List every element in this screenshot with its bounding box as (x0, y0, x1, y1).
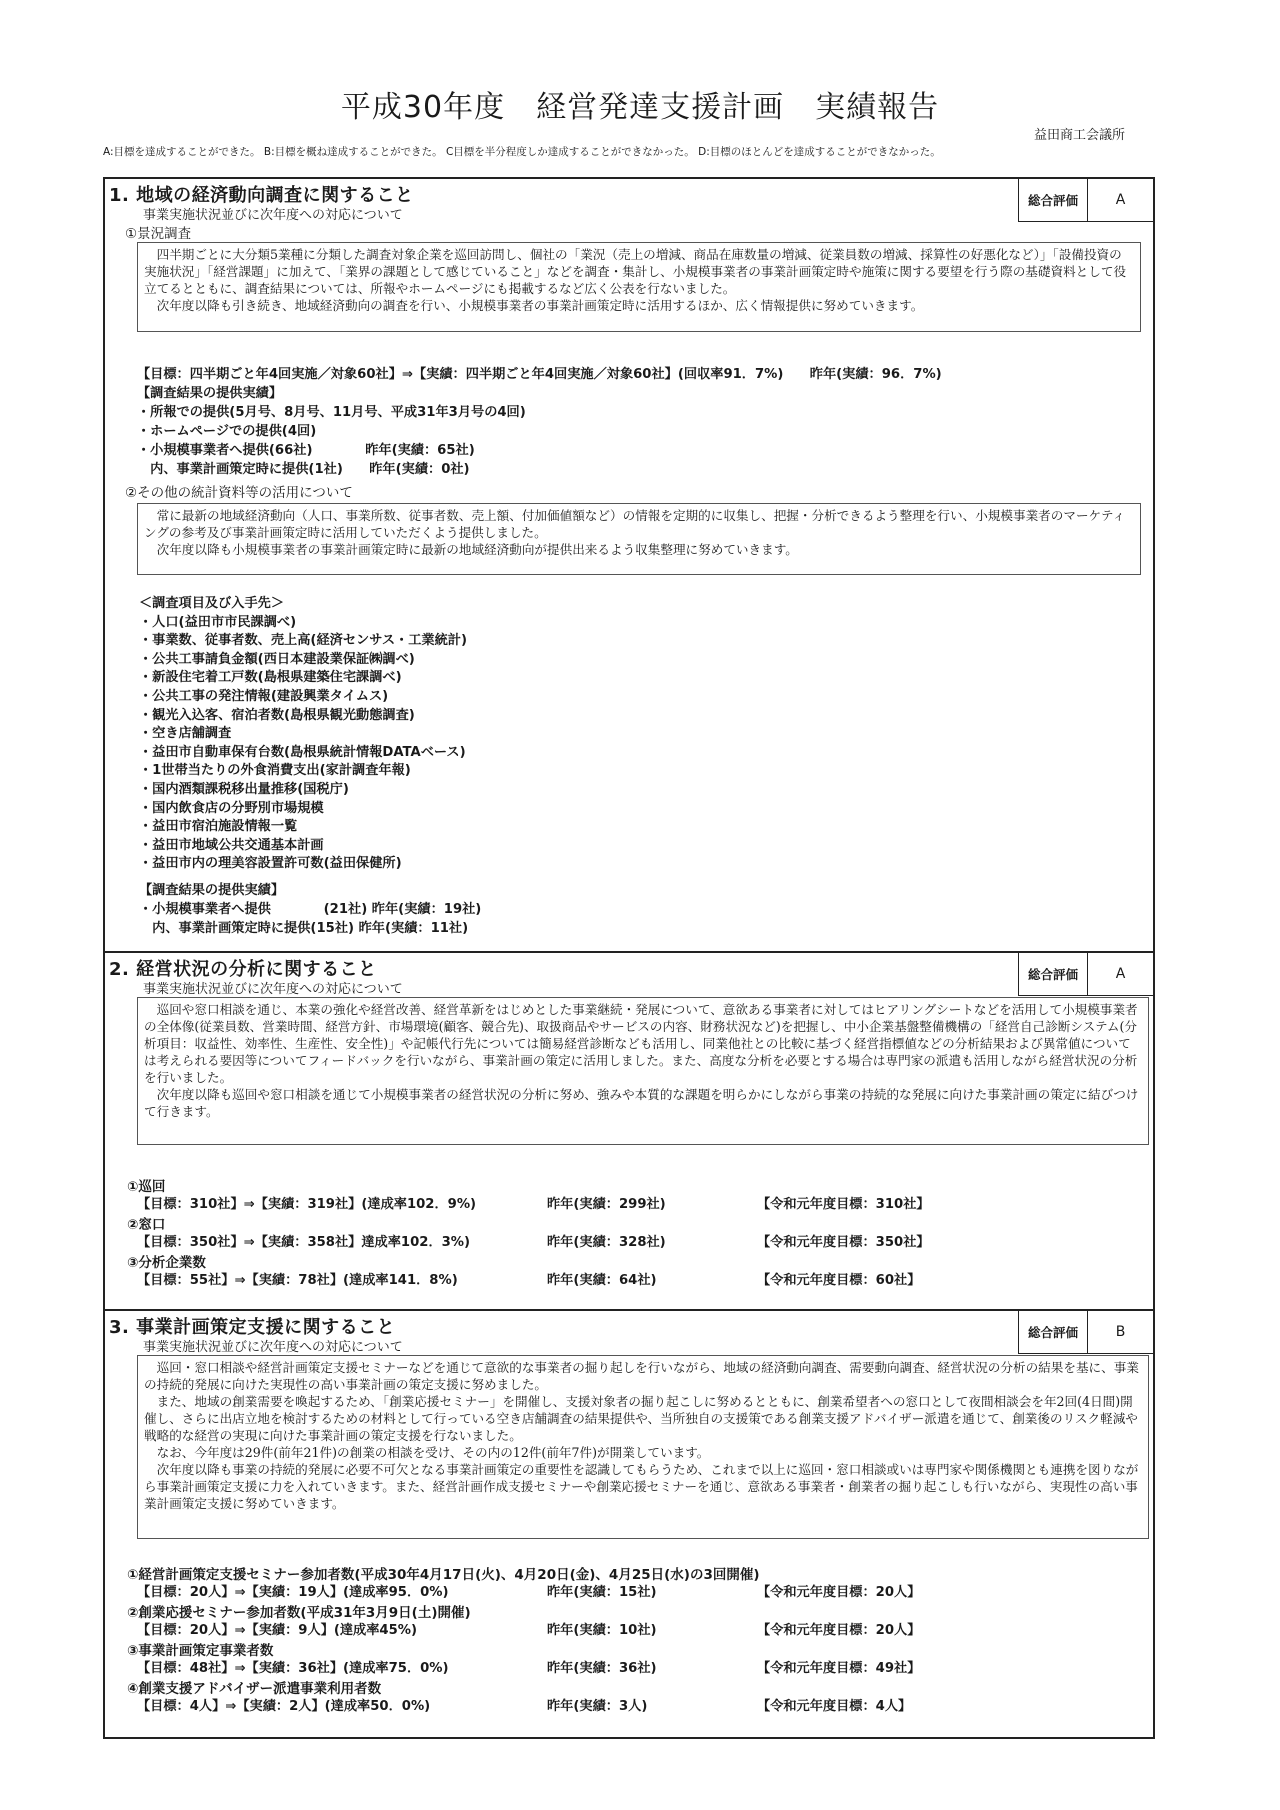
organization-name: 益田商工会議所 (1034, 128, 1126, 143)
rating-legend: A:目標を達成することができた。 B:目標を概ね達成することができた。 C目標を半分程度しか達成することができなかった。 D:目標のほとんどを達成することができなかった。 (103, 146, 941, 158)
previous-year: 昨年(実績：299社) (547, 1197, 666, 1212)
target-result: 【目標：20人】⇒【実績：19人】(達成率95．0%) (137, 1585, 449, 1600)
result-line: ・所報での提供(5月号、8月号、11月号、平成31年3月号の4回) (137, 405, 526, 420)
list-item: ・観光入込客、宿泊者数(島根県観光動態調査) (139, 707, 415, 723)
paragraph: 巡回・窓口相談や経営計画策定支援セミナーなどを通じて意欲的な事業者の掘り起しを行いながら、地域の経済動向調査、需要動向調査、経営状況の分析の結果を基に、事業の持続的発展に向けた実現性の高い事業計画の策定支援に努めました。 (144, 1360, 1139, 1392)
list-item: ・益田市自動車保有台数(島根県統計情報DATAベース) (139, 744, 466, 760)
rating-value: A (1115, 966, 1126, 982)
next-year-target: 【令和元年度目標：20人】 (757, 1623, 921, 1638)
previous-year: 昨年(実績：10社) (547, 1623, 657, 1638)
target-result: 【目標：310社】⇒【実績：319社】(達成率102．9%) (137, 1197, 477, 1212)
section-subheading: 事業実施状況並びに次年度への対応について (143, 208, 403, 223)
results-list (137, 365, 942, 479)
list-item: ・公共工事請負金額(西日本建設業保証㈱調べ) (139, 651, 415, 667)
result-line: ・小規模事業者へ提供(66社) 昨年(実績：65社) (137, 443, 475, 458)
list-item: ・益田市内の理美容設置許可数(益田保健所) (139, 856, 402, 872)
section-business-analysis (105, 953, 1153, 1311)
overall-rating (1018, 953, 1153, 996)
provision-results (139, 881, 481, 938)
paragraph: また、地域の創業需要を喚起するため、「創業応援セミナー」を開催し、支援対象者の掘り起こしに努めるとともに、創業希望者への窓口として夜間相談会を年2回(4日間)開催し、さらに出店立地を検討するための材料として行っている空き店舗調査の結果提供や、当所独自の支援策である創業支援アドバイザー派遣を通じて、創業後のリスク軽減や戦略的な経営の実現に向けた事業計画の策定支援を行ないました。 (144, 1394, 1138, 1443)
list-item: ・空き店舗調査 (139, 726, 232, 742)
next-year-target: 【令和元年度目標：20人】 (757, 1585, 921, 1600)
paragraph: 巡回や窓口相談を通じ、本業の強化や経営改善、経営革新をはじめとした事業継続・発展について、意欲ある事業者に対してはヒアリングシートなどを活用して小規模事業者の全体像(従業員数、営業時間、経営方針、市場環境(顧客、競合先)、取扱商品やサービスの内容、財務状況など)を把握し、中小企業基盤整備機構の「経営自己診断システム(分析項目：収益性、効率性、生産性、安全性)」や記帳代行先については簡易経営診断なども活用し、同業他社との比較に基づく経営指標値などの分析結果および異常値については考えられる要因等についてフィードバックを行いながら、事業計画の策定に活用しました。また、高度な分析を必要とする場合は専門家の派遣も活用しながら経営状況の分析を行いました。 (144, 1002, 1138, 1085)
previous-year: 昨年(実績：15社) (547, 1585, 657, 1600)
section-economic-survey (105, 179, 1153, 953)
paragraph: 常に最新の地域経済動向（人口、事業所数、従事者数、売上額、付加価値額など）の情報を定期的に収集し、把握・分析できるよう整理を行い、小規模事業者のマーケティングの参考及び事業計画策定時に活用していただくよう提供しました。 (144, 508, 1126, 540)
survey-items-list (139, 595, 467, 874)
description-box (137, 503, 1141, 575)
next-year-target: 【令和元年度目標：4人】 (757, 1699, 912, 1714)
list-item: ＜調査項目及び入手先＞ (139, 596, 285, 611)
result-line: 内、事業計画策定時に提供(1社) 昨年(実績：0社) (137, 462, 470, 477)
list-item: ・1世帯当たりの外食消費支出(家計調査年報) (139, 763, 411, 779)
result-line: 【調査結果の提供実績】 (139, 883, 285, 898)
next-year-target: 【令和元年度目標：60社】 (757, 1273, 921, 1288)
item-title: ②創業応援セミナー参加者数(平成31年3月9日(土)開催) (127, 1605, 471, 1621)
list-item: ・益田市宿泊施設情報一覧 (139, 819, 298, 835)
section-heading: 2. 経営状況の分析に関すること (109, 959, 377, 980)
list-item: ・国内飲食店の分野別市場規模 (139, 800, 324, 816)
result-line: ・ホームページでの提供(4回) (137, 424, 317, 439)
item-title: ①景況調査 (125, 226, 192, 242)
page-title: 平成30年度 経営発達支援計画 実績報告 (340, 90, 940, 125)
item-title: ④創業支援アドバイザー派遣事業利用者数 (127, 1681, 382, 1697)
result-line: 内、事業計画策定時に提供(15社) 昨年(実績：11社) (139, 921, 469, 936)
target-result: 【目標：20人】⇒【実績：9人】(達成率45%) (137, 1623, 418, 1638)
report-frame (103, 177, 1155, 1739)
target-result: 【目標：55社】⇒【実績：78社】(達成率141．8%) (137, 1273, 458, 1288)
list-item: ・国内酒類課税移出量推移(国税庁) (139, 781, 349, 797)
previous-year: 昨年(実績：328社) (547, 1235, 666, 1250)
rating-label: 総合評価 (1019, 1311, 1088, 1353)
list-item: ・新設住宅着工戸数(島根県建築住宅課調べ) (139, 670, 402, 686)
item-title: ③事業計画策定事業者数 (127, 1643, 274, 1659)
description-box (137, 242, 1141, 332)
target-result: 【目標：48社】⇒【実績：36社】(達成率75．0%) (137, 1661, 449, 1676)
next-year-target: 【令和元年度目標：310社】 (757, 1197, 930, 1212)
target-result: 【目標：350社】⇒【実績：358社】達成率102．3%) (137, 1235, 471, 1250)
paragraph: なお、今年度は29件(前年21件)の創業の相談を受け、その内の12件(前年7件)が開業しています。 (156, 1445, 710, 1460)
previous-year: 昨年(実績：36社) (547, 1661, 657, 1676)
description-box (137, 1355, 1149, 1539)
rating-label: 総合評価 (1019, 179, 1088, 221)
item-title: ②窓口 (127, 1217, 166, 1233)
paragraph: 次年度以降も小規模事業者の事業計画策定時に最新の地域経済動向が提供出来るよう収集整理に努めていきます。 (156, 542, 798, 557)
section-subheading: 事業実施状況並びに次年度への対応について (143, 1340, 403, 1355)
section-heading: 1. 地域の経済動向調査に関すること (109, 185, 414, 206)
item-title: ①経営計画策定支援セミナー参加者数(平成30年4月17日(火)、4月20日(金)、4月25日(水)の3回開催) (127, 1567, 760, 1583)
paragraph: 次年度以降も引き続き、地域経済動向の調査を行い、小規模事業者の事業計画策定時に活用するほか、広く情報提供に努めていきます。 (156, 298, 924, 313)
previous-year: 昨年(実績：3人) (547, 1699, 648, 1714)
previous-year: 昨年(実績：64社) (547, 1273, 657, 1288)
description-box (137, 997, 1149, 1145)
list-item: ・公共工事の発注情報(建設興業タイムス) (139, 688, 389, 704)
result-line: ・小規模事業者へ提供 (21社) 昨年(実績：19社) (139, 902, 482, 917)
target-result: 【目標：4人】⇒【実績：2人】(達成率50．0%) (137, 1699, 431, 1714)
list-item: ・益田市地域公共交通基本計画 (139, 837, 324, 853)
next-year-target: 【令和元年度目標：49社】 (757, 1661, 921, 1676)
section-business-planning (105, 1311, 1153, 1737)
list-item: ・人口(益田市市民課調べ) (139, 614, 297, 630)
overall-rating (1018, 179, 1153, 222)
section-heading: 3. 事業計画策定支援に関すること (109, 1317, 396, 1338)
paragraph: 次年度以降も事業の持続的発展に必要不可欠となる事業計画策定の重要性を認識してもらうため、これまで以上に巡回・窓口相談或いは専門家や関係機関とも連携を図りながら事業計画策定支援に力を入れていきます。また、経営計画作成支援セミナーや創業応援セミナーを通じ、意欲ある事業者・創業者の掘り起こしも行いながら、実現性の高い事業計画策定支援に努めていきます。 (144, 1462, 1139, 1511)
paragraph: 四半期ごとに大分類5業種に分類した調査対象企業を巡回訪問し、個社の「業況（売上の増減、商品在庫数量の増減、従業員数の増減、採算性の好悪化など）」「設備投資の実施状況」「経営課題」に加えて、「業界の課題として感じていること」などを調査・集計し、小規模事業者の事業計画策定時や施策に関する要望を行う際の基礎資料として役立てるとともに、調査結果については、所報やホームページにも掲載するなど広く公表を行ないました。 (144, 247, 1127, 296)
overall-rating (1018, 1311, 1153, 1354)
rating-value: A (1115, 192, 1126, 208)
rating-value: B (1115, 1324, 1126, 1340)
section-subheading: 事業実施状況並びに次年度への対応について (143, 982, 403, 997)
next-year-target: 【令和元年度目標：350社】 (757, 1235, 930, 1250)
item-title: ①巡回 (127, 1179, 166, 1195)
rating-label: 総合評価 (1019, 953, 1088, 995)
list-item: ・事業数、従事者数、売上高(経済センサス・工業統計) (139, 633, 468, 649)
result-line: 【目標：四半期ごと年4回実施／対象60社】⇒【実績：四半期ごと年4回実施／対象60社】(回収率91．7%) 昨年(実績：96．7%) (137, 367, 942, 382)
item-title: ②その他の統計資料等の活用について (125, 485, 353, 501)
result-line: 【調査結果の提供実績】 (137, 386, 283, 401)
item-title: ③分析企業数 (127, 1255, 206, 1271)
paragraph: 次年度以降も巡回や窓口相談を通じて小規模事業者の経営状況の分析に努め、強みや本質的な課題を明らかにしながら事業の持続的な発展に向けた事業計画の策定に結びつけて行きます。 (144, 1087, 1139, 1119)
